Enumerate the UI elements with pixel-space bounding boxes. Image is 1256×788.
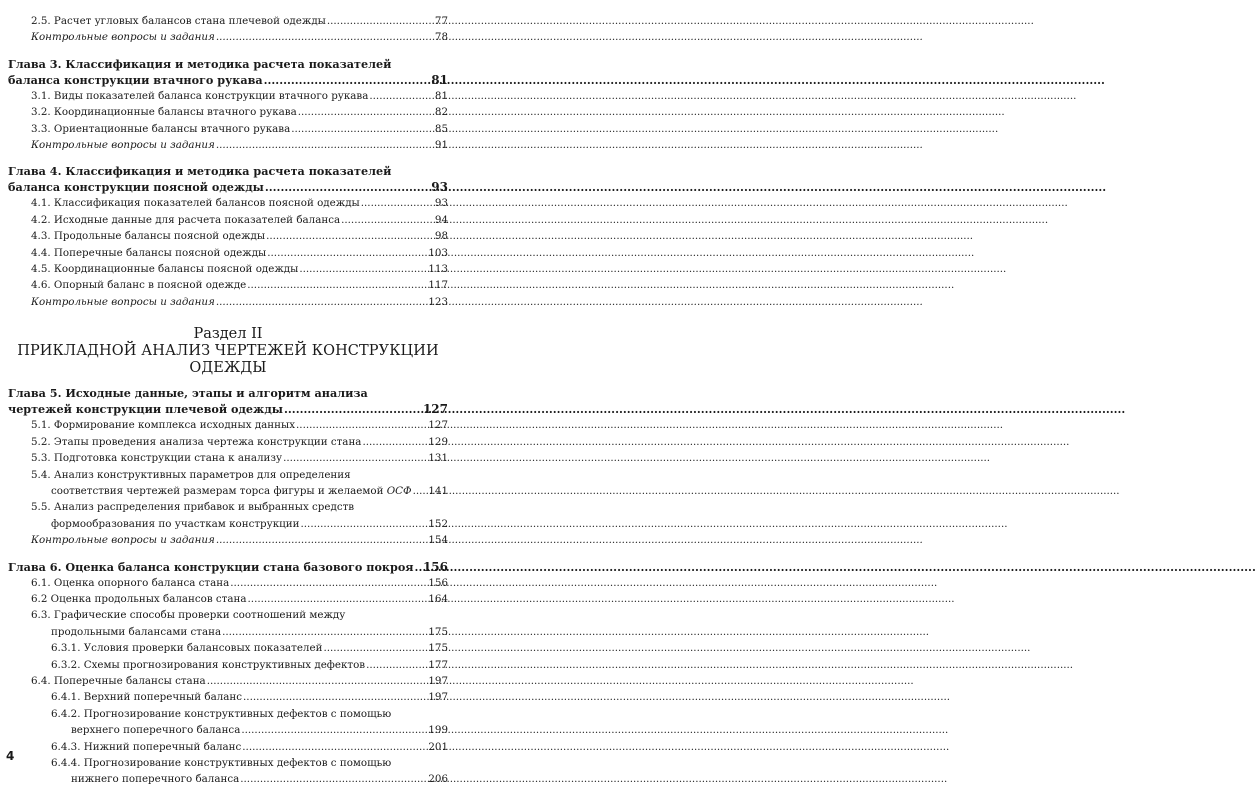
part-title: ПРИКЛАДНОЙ АНАЛИЗ ЧЕРТЕЖЕЙ КОНСТРУКЦИИ <box>17 343 439 360</box>
toc-entry: 5.5. Анализ распределения прибавок и выбранных средств формообразования по участкам конструкции ..... 152 <box>31 499 448 532</box>
toc-entry: 5.4. Анализ конструктивных параметров для определения соответствия чертежей размерам торса фигуры и желаемой ОСФ ..... 141 <box>31 467 448 500</box>
toc-entry: 4.6. Опорный баланс в поясной одежде ..... 117 <box>31 277 448 293</box>
page-number: 4 <box>6 749 15 763</box>
toc-entry: 6.4.4. Прогнозирование конструктивных дефектов с помощью нижнего поперечного баланса ..... 206 <box>31 755 448 788</box>
chapter-heading: Глава 4. Классификация и методика расчета показателей баланса конструкции поясной одежды ..... 93 <box>8 163 448 195</box>
toc-entry: 6.4.1. Верхний поперечный баланс ..... 197 <box>31 689 448 705</box>
toc-entry: 4.2. Исходные данные для расчета показателей баланса ..... 94 <box>31 212 448 228</box>
toc-questions: Контрольные вопросы и задания ..... 91 <box>31 137 448 153</box>
part-heading <box>8 326 448 377</box>
toc-questions: Контрольные вопросы и задания ..... 154 <box>31 532 448 548</box>
part-title: ОДЕЖДЫ <box>189 360 267 377</box>
toc-entry: 4.4. Поперечные балансы поясной одежды ..... 103 <box>31 245 448 261</box>
chapter-heading: Глава 3. Классификация и методика расчета показателей баланса конструкции втачного рукава ..... 81 <box>8 56 448 88</box>
toc-entry: 3.3. Ориентационные балансы втачного рукава ..... 85 <box>31 121 448 137</box>
toc-questions: Контрольные вопросы и задания ..... 123 <box>31 294 448 310</box>
toc-entry: 6.3. Графические способы проверки соотношений между продольными балансами стана ..... 175 <box>31 607 448 640</box>
toc-entry: 6.3.2. Схемы прогнозирования конструктивных дефектов ..... 177 <box>31 657 448 673</box>
toc-entry: 6.3.1. Условия проверки балансовых показателей ..... 175 <box>31 640 448 656</box>
toc-entry: 6.4.2. Прогнозирование конструктивных дефектов с помощью верхнего поперечного баланса ..... 199 <box>31 706 448 739</box>
toc-questions: Контрольные вопросы и задания ..... 78 <box>31 29 448 45</box>
toc-entry: 4.3. Продольные балансы поясной одежды ..... 98 <box>31 228 448 244</box>
toc-entry: 6.1. Оценка опорного баланса стана ..... 156 <box>31 575 448 591</box>
toc-entry: 4.5. Координационные балансы поясной одежды ..... 113 <box>31 261 448 277</box>
part-number: Раздел II <box>193 326 263 343</box>
toc-entry: 5.2. Этапы проведения анализа чертежа конструкции стана ..... 129 <box>31 434 448 450</box>
toc-entry: 6.4.3. Нижний поперечный баланс ..... 201 <box>31 739 448 755</box>
chapter-heading: Глава 5. Исходные данные, этапы и алгоритм анализа чертежей конструкции плечевой одежды ..... 127 <box>8 385 448 417</box>
toc-entry: 2.5. Расчет угловых балансов стана плечевой одежды ..... 77 <box>31 13 448 29</box>
table-of-contents <box>8 13 448 788</box>
toc-entry: 3.2. Координационные балансы втачного рукава ..... 82 <box>31 104 448 120</box>
chapter-heading: Глава 6. Оценка баланса конструкции стана базового покроя ..... 156 <box>8 559 448 575</box>
toc-entry: 3.1. Виды показателей баланса конструкции втачного рукава ..... 81 <box>31 88 448 104</box>
toc-entry: 4.1. Классификация показателей балансов поясной одежды ..... 93 <box>31 195 448 211</box>
toc-entry: 6.4. Поперечные балансы стана ..... 197 <box>31 673 448 689</box>
toc-entry: 5.1. Формирование комплекса исходных данных ..... 127 <box>31 417 448 433</box>
toc-entry: 5.3. Подготовка конструкции стана к анализу ..... 131 <box>31 450 448 466</box>
toc-entry: 6.2 Оценка продольных балансов стана ..... 164 <box>31 591 448 607</box>
